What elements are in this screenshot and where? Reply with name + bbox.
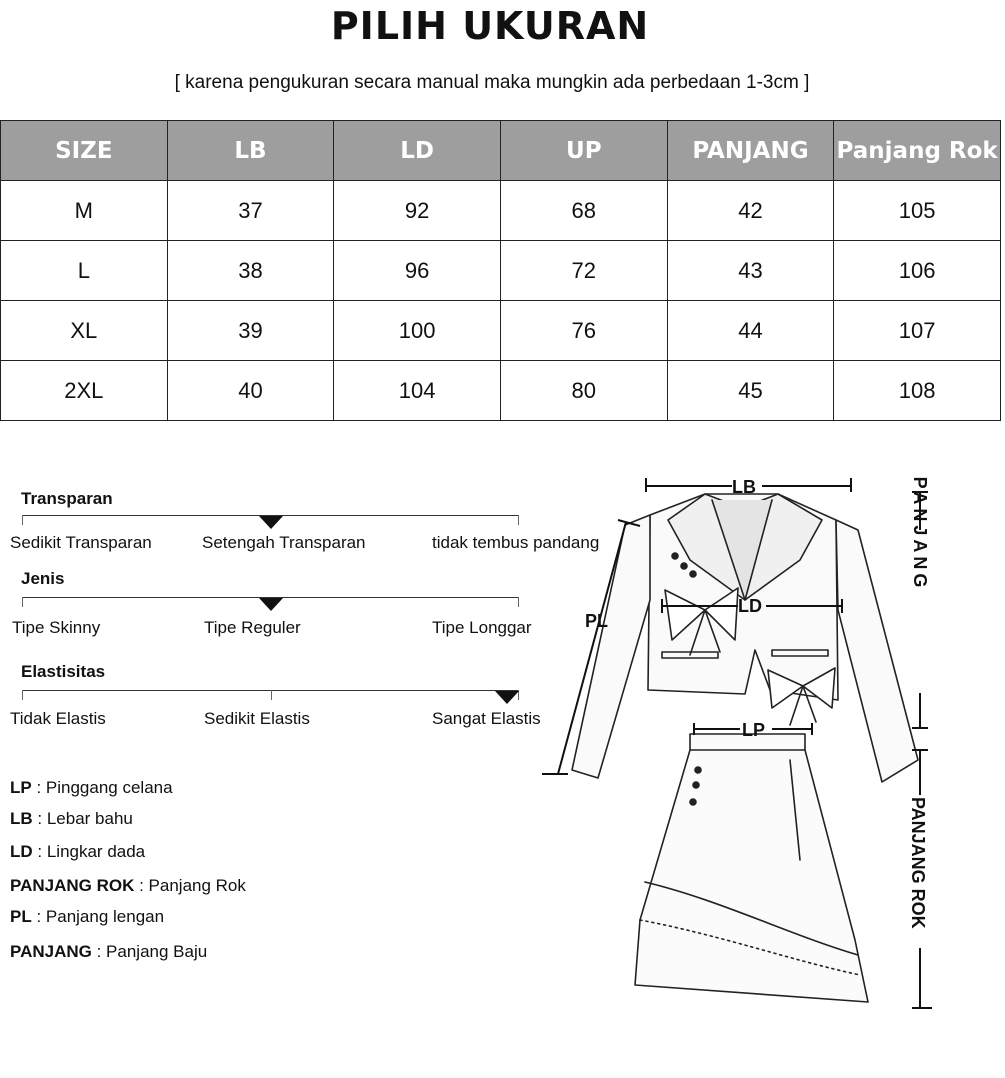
column-header: LB	[167, 121, 334, 181]
scale-option: Sedikit Elastis	[204, 709, 310, 728]
scale-option: Sedikit Transparan	[10, 533, 152, 552]
scale-title: Elastisitas	[21, 662, 106, 681]
jacket-sleeve-left	[572, 515, 650, 778]
scale-title: Transparan	[21, 489, 113, 508]
size-table	[0, 120, 1001, 421]
scale-marker-icon	[495, 691, 519, 704]
table-row	[1, 181, 1001, 241]
legend-item	[10, 907, 164, 927]
table-cell: 42	[667, 181, 834, 241]
scale-option-selected: Sangat Elastis	[432, 709, 541, 728]
table-cell: 106	[834, 241, 1001, 301]
legend-item	[10, 842, 145, 862]
table-cell: 100	[334, 301, 501, 361]
garment-measurement-diagram	[530, 460, 1005, 1020]
column-header: Panjang Rok	[834, 121, 1001, 181]
table-cell: 92	[334, 181, 501, 241]
scale-option: Tipe Skinny	[12, 618, 101, 637]
table-header-row	[1, 121, 1001, 181]
legend-desc: : Lebar bahu	[32, 809, 133, 828]
scale-tick	[518, 597, 519, 607]
table-row	[1, 301, 1001, 361]
column-header: UP	[500, 121, 667, 181]
table-cell: 43	[667, 241, 834, 301]
scale-tick	[518, 515, 519, 525]
label-panjang: PANJANG	[910, 476, 930, 592]
column-header: PANJANG	[667, 121, 834, 181]
table-cell: 39	[167, 301, 334, 361]
scale-option: Tidak Elastis	[10, 709, 106, 728]
table-cell: 72	[500, 241, 667, 301]
table-cell: L	[1, 241, 168, 301]
scale-title: Jenis	[21, 569, 65, 588]
table-cell: 2XL	[1, 361, 168, 421]
table-cell: 107	[834, 301, 1001, 361]
table-row	[1, 361, 1001, 421]
legend-desc: : Panjang Rok	[134, 876, 246, 895]
scale-option-selected: Setengah Transparan	[202, 533, 366, 552]
jacket-sleeve-right	[836, 520, 918, 782]
table-cell: 37	[167, 181, 334, 241]
legend-abbr: LD	[10, 842, 33, 861]
table-cell: 76	[500, 301, 667, 361]
table-cell: 44	[667, 301, 834, 361]
scale-option-selected: Tipe Reguler	[204, 618, 301, 637]
legend-item	[10, 942, 207, 962]
legend-abbr: LP	[10, 778, 32, 797]
skirt-outline	[635, 734, 868, 1002]
scale-option: tidak tembus pandang	[432, 533, 600, 552]
label-pl: PL	[585, 611, 609, 631]
table-cell: 105	[834, 181, 1001, 241]
legend-desc: : Panjang lengan	[31, 907, 165, 926]
scale-tick	[22, 597, 23, 607]
table-cell: M	[1, 181, 168, 241]
table-cell: 40	[167, 361, 334, 421]
scale-option: Tipe Longgar	[432, 618, 532, 637]
table-cell: 96	[334, 241, 501, 301]
table-cell: XL	[1, 301, 168, 361]
legend-abbr: LB	[10, 809, 33, 828]
label-lb: LB	[732, 477, 756, 497]
scale-marker-icon	[259, 598, 283, 611]
scale-tick	[271, 690, 272, 700]
table-cell: 38	[167, 241, 334, 301]
legend-desc: : Panjang Baju	[91, 942, 208, 961]
column-header: LD	[334, 121, 501, 181]
legend-desc: : Pinggang celana	[31, 778, 173, 797]
legend-item	[10, 778, 173, 798]
label-lp: LP	[742, 720, 766, 740]
legend-abbr: PANJANG	[10, 942, 92, 961]
table-cell: 108	[834, 361, 1001, 421]
column-header: SIZE	[1, 121, 168, 181]
legend-desc: : Lingkar dada	[32, 842, 146, 861]
legend-abbr: PANJANG ROK	[10, 876, 135, 895]
measurement-note: [ karena pengukuran secara manual maka mungkin ada perbedaan 1-3cm ]	[174, 72, 810, 93]
table-cell: 68	[500, 181, 667, 241]
scale-tick	[22, 690, 23, 700]
legend-item	[10, 809, 133, 829]
label-panjang-rok: PANJANG ROK	[908, 797, 928, 929]
table-row	[1, 241, 1001, 301]
scale-tick	[22, 515, 23, 525]
legend-abbr: PL	[10, 907, 32, 926]
table-cell: 104	[334, 361, 501, 421]
scale-marker-icon	[259, 516, 283, 529]
table-cell: 80	[500, 361, 667, 421]
table-cell: 45	[667, 361, 834, 421]
label-ld: LD	[738, 596, 762, 616]
page-title: PILIH UKURAN	[330, 4, 650, 48]
legend-item	[10, 876, 246, 896]
